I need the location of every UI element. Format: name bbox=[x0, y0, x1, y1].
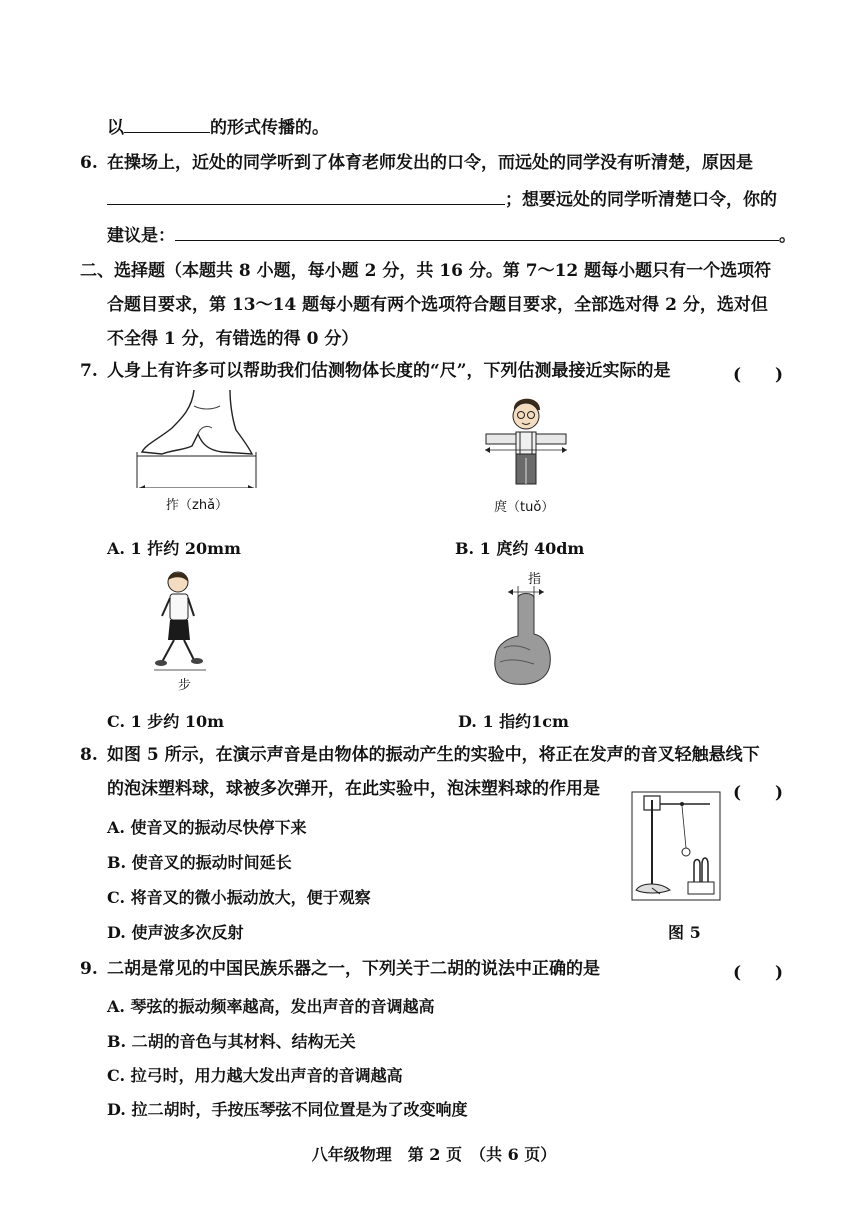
q7-number: 7. bbox=[80, 361, 98, 381]
answer-blank[interactable] bbox=[124, 116, 210, 133]
q8-option-c[interactable]: C. 将音叉的微小振动放大，便于观察 bbox=[107, 888, 371, 907]
tuning-fork-apparatus-figure bbox=[630, 790, 724, 904]
q7-option-a[interactable]: A. 1 拃约 20mm bbox=[107, 539, 241, 558]
q6-line2 bbox=[107, 188, 777, 211]
page-footer: 八年级物理 第 2 页 （共 6 页） bbox=[311, 1145, 557, 1164]
answer-blank[interactable] bbox=[107, 188, 505, 205]
caption-zhi: 指 bbox=[528, 572, 542, 587]
q9-option-d[interactable]: D. 拉二胡时，手按压琴弦不同位置是为了改变响度 bbox=[107, 1100, 468, 1119]
q6-number: 6. bbox=[80, 153, 98, 173]
hand-span-figure bbox=[132, 388, 262, 488]
q7-option-b[interactable]: B. 1 庹约 40dm bbox=[455, 539, 585, 558]
q9-option-c[interactable]: C. 拉弓时，用力越大发出声音的音调越高 bbox=[107, 1066, 403, 1085]
q9-answer-paren[interactable]: ( ) bbox=[733, 963, 784, 983]
q6-line3-post: 。 bbox=[779, 226, 796, 246]
section2-line1: 二、选择题（本题共 8 小题，每小题 2 分，共 16 分。第 7～12 题每小题只有一个选项符 bbox=[80, 261, 772, 281]
q9-stem: 二胡是常见的中国民族乐器之一，下列关于二胡的说法中正确的是 bbox=[107, 959, 600, 979]
caption-bu: 步 bbox=[178, 678, 192, 693]
q8-option-b[interactable]: B. 使音叉的振动时间延长 bbox=[107, 853, 292, 872]
figure5-caption: 图 5 bbox=[668, 923, 701, 942]
q6-line3 bbox=[107, 224, 796, 247]
section2-line3: 不全得 1 分，有错选的得 0 分） bbox=[107, 329, 359, 349]
caption-zha: 拃（zhǎ） bbox=[166, 498, 229, 513]
q9-number: 9. bbox=[80, 959, 98, 979]
q8-option-d[interactable]: D. 使声波多次反射 bbox=[107, 923, 244, 942]
q8-line2: 的泡沫塑料球，球被多次弹开，在此实验中，泡沫塑料球的作用是 bbox=[107, 779, 600, 799]
q9-option-b[interactable]: B. 二胡的音色与其材料、结构无关 bbox=[107, 1032, 356, 1051]
q8-number: 8. bbox=[80, 745, 98, 765]
q5-tail-post: 的形式传播的。 bbox=[210, 118, 329, 138]
q8-answer-paren[interactable]: ( ) bbox=[733, 783, 784, 803]
section2-line2: 合题目要求，第 13～14 题每小题有两个选项符合题目要求，全部选对得 2 分，选对但 bbox=[107, 295, 768, 315]
stride-figure bbox=[150, 568, 212, 672]
q7-answer-paren[interactable]: ( ) bbox=[733, 365, 784, 385]
q7-option-c[interactable]: C. 1 步约 10m bbox=[107, 712, 225, 731]
q7-option-d[interactable]: D. 1 指约1cm bbox=[458, 712, 569, 731]
q6-line2-post: ；想要远处的同学听清楚口令，你的 bbox=[505, 190, 777, 210]
q8-option-a[interactable]: A. 使音叉的振动尽快停下来 bbox=[107, 818, 307, 837]
arm-span-figure bbox=[484, 392, 568, 492]
caption-tuo: 庹（tuǒ） bbox=[494, 500, 555, 515]
q5-tail-line bbox=[107, 116, 329, 139]
finger-figure bbox=[490, 584, 556, 688]
q7-stem: 人身上有许多可以帮助我们估测物体长度的“尺”，下列估测最接近实际的是 bbox=[107, 361, 671, 381]
q9-option-a[interactable]: A. 琴弦的振动频率越高，发出声音的音调越高 bbox=[107, 997, 435, 1016]
q8-line1: 如图 5 所示，在演示声音是由物体的振动产生的实验中，将正在发声的音叉轻触悬线下 bbox=[107, 745, 760, 765]
q6-line1: 在操场上，近处的同学听到了体育老师发出的口令，而远处的同学没有听清楚，原因是 bbox=[107, 153, 753, 173]
q5-tail-pre: 以 bbox=[107, 118, 124, 138]
answer-blank[interactable] bbox=[175, 224, 779, 241]
q6-line3-pre: 建议是： bbox=[107, 226, 175, 246]
